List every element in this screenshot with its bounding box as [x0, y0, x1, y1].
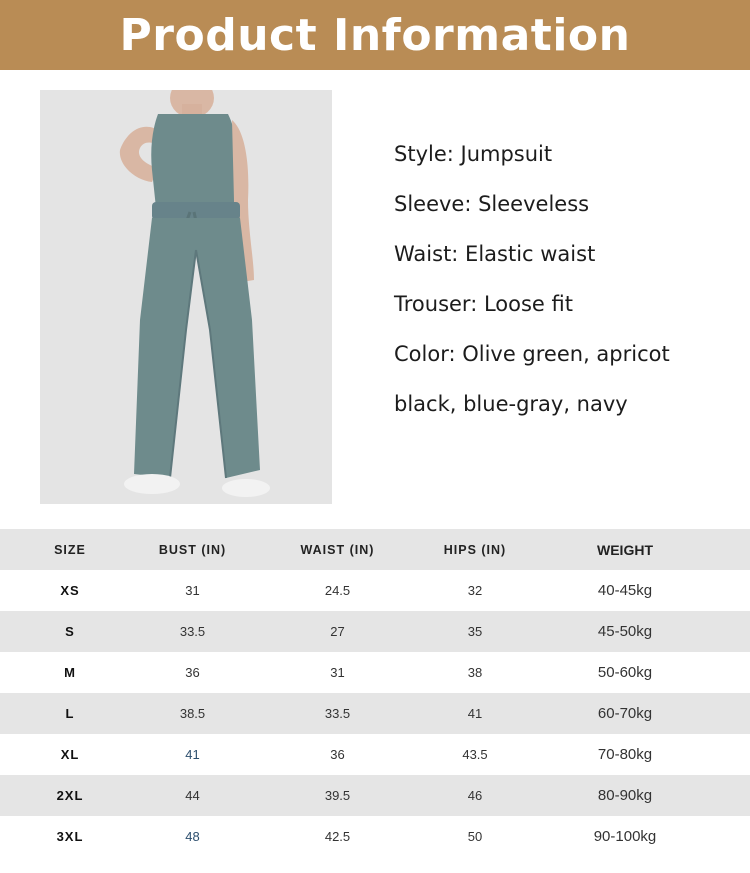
header-weight: WEIGHT: [597, 541, 653, 558]
spec-waist: Waist: Elastic waist: [394, 242, 596, 266]
hips-cell: 35: [467, 624, 483, 639]
hips-cell: 38: [467, 665, 483, 680]
spec-color: Color: Olive green, apricot: [394, 342, 670, 366]
weight-cell: 70-80kg: [597, 746, 653, 763]
bust-cell: 48: [185, 829, 200, 844]
waist-cell: 42.5: [324, 829, 351, 844]
size-cell: L: [65, 706, 75, 721]
bust-cell: 44: [185, 788, 200, 803]
header-size: SIZE: [54, 542, 86, 557]
size-cell: XL: [60, 747, 80, 762]
size-chart: [0, 529, 750, 857]
spec-color-continued: black, blue-gray, navy: [394, 392, 628, 416]
size-chart-header: [0, 529, 750, 570]
spec-trouser: Trouser: Loose fit: [394, 292, 573, 316]
weight-cell: 50-60kg: [597, 664, 653, 681]
table-row: [0, 775, 750, 816]
size-cell: M: [64, 665, 76, 680]
weight-cell: 80-90kg: [597, 787, 653, 804]
hips-cell: 41: [467, 706, 483, 721]
weight-cell: 40-45kg: [597, 582, 653, 599]
header-hips: HIPS (IN): [443, 542, 507, 557]
size-cell: 3XL: [56, 829, 84, 844]
bust-cell: 36: [185, 665, 200, 680]
spec-list: [394, 136, 734, 436]
spec-sleeve: Sleeve: Sleeveless: [394, 192, 590, 216]
bust-cell: 31: [185, 583, 200, 598]
hips-cell: 50: [467, 829, 483, 844]
product-photo: [40, 90, 332, 504]
waist-cell: 39.5: [324, 788, 351, 803]
table-row: [0, 734, 750, 775]
table-row: [0, 570, 750, 611]
waist-cell: 36: [330, 747, 345, 762]
bust-cell: 33.5: [179, 624, 206, 639]
weight-cell: 60-70kg: [597, 705, 653, 722]
hips-cell: 43.5: [462, 747, 488, 762]
hips-cell: 32: [467, 583, 483, 598]
bust-cell: 41: [185, 747, 200, 762]
header-waist: WAIST (IN): [300, 542, 375, 557]
weight-cell: 90-100kg: [593, 828, 657, 845]
waist-cell: 31: [330, 665, 345, 680]
table-row: [0, 693, 750, 734]
bust-cell: 38.5: [179, 706, 206, 721]
table-row: [0, 816, 750, 857]
size-cell: S: [65, 624, 75, 639]
weight-cell: 45-50kg: [597, 623, 653, 640]
spec-style: Style: Jumpsuit: [394, 142, 553, 166]
model-illustration: [40, 90, 332, 504]
waist-cell: 27: [330, 624, 345, 639]
page-title: Product Information: [119, 9, 631, 61]
table-row: [0, 652, 750, 693]
waist-cell: 24.5: [324, 583, 351, 598]
waist-cell: 33.5: [324, 706, 351, 721]
size-cell: XS: [60, 583, 80, 598]
table-row: [0, 611, 750, 652]
hips-cell: 46: [467, 788, 483, 803]
title-banner: [0, 0, 750, 70]
header-bust: BUST (IN): [158, 542, 227, 557]
size-cell: 2XL: [56, 788, 84, 803]
